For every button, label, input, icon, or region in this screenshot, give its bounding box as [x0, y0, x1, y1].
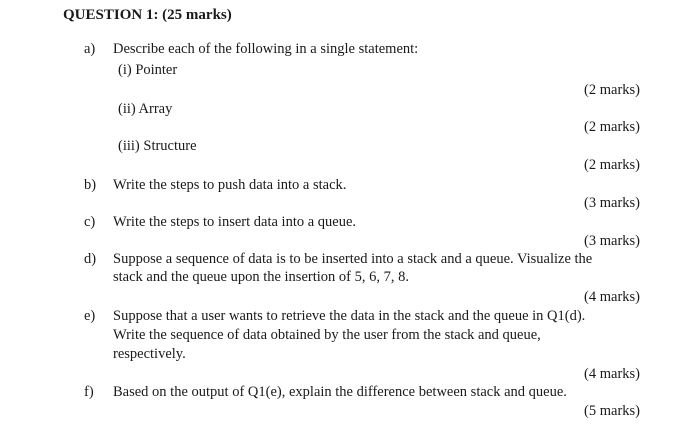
part-e-line-1: Suppose that a user wants to retrieve the data in the stack and the queue in Q1(d).: [113, 308, 586, 324]
part-e-line-3: respectively.: [113, 346, 186, 362]
part-a-sub-2: [118, 101, 172, 118]
part-c-label: c): [84, 214, 96, 230]
part-a-sub-1-marks: (2 marks): [584, 82, 640, 98]
part-d-line-1: Suppose a sequence of data is to be inserted into a stack and a queue. Visualize the: [113, 251, 593, 267]
part-d-line-2: stack and the queue upon the insertion of 5, 6, 7, 8.: [113, 269, 409, 285]
part-d-label: d): [84, 251, 97, 267]
part-e-line-2: Write the sequence of data obtained by the user from the stack and queue,: [113, 327, 541, 343]
part-b-text: Write the steps to push data into a stack.: [113, 177, 347, 193]
sub-label: (ii): [118, 101, 136, 117]
question-title: QUESTION 1: (25 marks): [63, 7, 232, 23]
part-f-marks: (5 marks): [584, 403, 640, 419]
part-e-label: e): [84, 308, 96, 324]
part-f-text: Based on the output of Q1(e), explain the difference between stack and queue.: [113, 384, 567, 400]
part-d-marks: (4 marks): [584, 289, 640, 305]
part-c-marks: (3 marks): [584, 233, 640, 249]
sub-label: (iii): [118, 138, 140, 154]
part-a-sub-3: [118, 138, 197, 155]
part-e-marks: (4 marks): [584, 366, 640, 382]
part-b-label: b): [84, 177, 97, 193]
sub-label: (i): [118, 62, 132, 78]
part-a-label: a): [84, 41, 96, 57]
part-a-text: Describe each of the following in a single statement:: [113, 41, 419, 57]
part-f-label: f): [84, 384, 94, 400]
part-a-sub-1: [118, 62, 177, 79]
part-c-text: Write the steps to insert data into a queue.: [113, 214, 357, 230]
part-a-sub-2-marks: (2 marks): [584, 119, 640, 135]
part-b-marks: (3 marks): [584, 195, 640, 211]
sub-text: Array: [138, 101, 173, 117]
sub-text: Structure: [143, 138, 197, 154]
part-a-sub-3-marks: (2 marks): [584, 157, 640, 173]
sub-text: Pointer: [135, 62, 178, 78]
